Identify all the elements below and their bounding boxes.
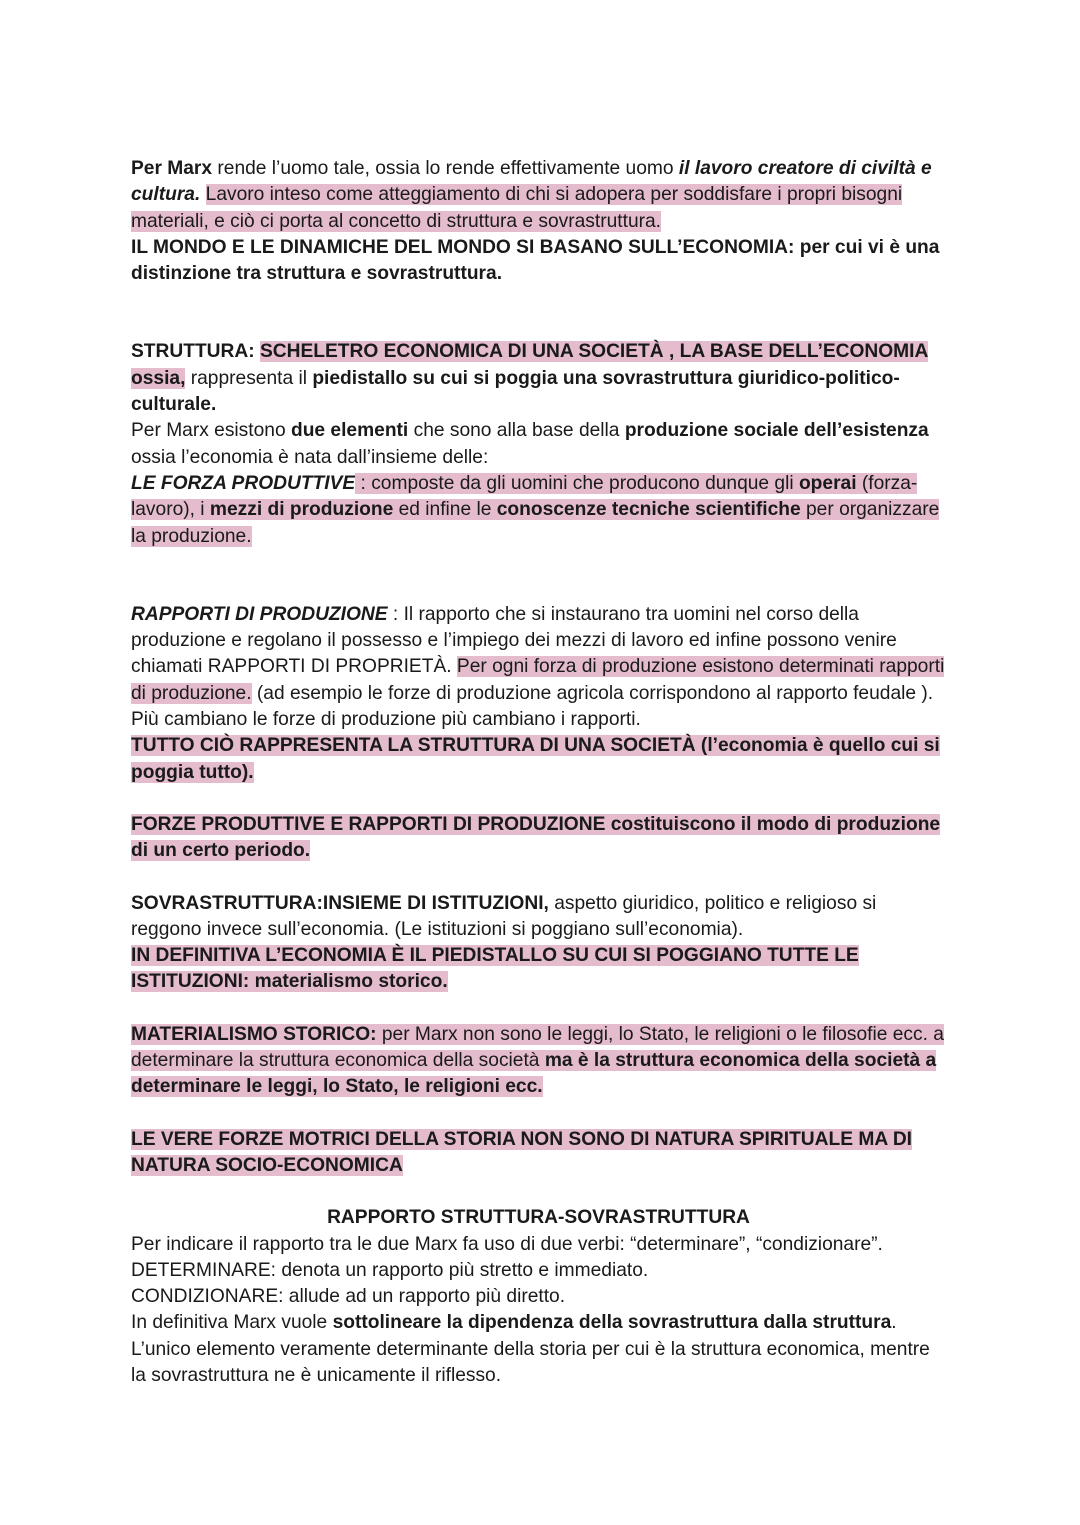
spacer (131, 550, 946, 602)
text: per Marx non sono le leggi, lo Stato, le religioni o le filosofie ecc. a determinare la struttura economica della società (131, 1023, 944, 1072)
paragraph-dipendenza (131, 1310, 946, 1336)
paragraph-rapporti-produzione (131, 602, 946, 733)
paragraph-forze-motrici (131, 1127, 946, 1180)
spacer (131, 996, 946, 1022)
text-bold: MATERIALISMO STORICO: (131, 1023, 377, 1045)
highlighted-bold-text: LE VERE FORZE MOTRICI DELLA STORIA NON SONO DI NATURA SPIRITUALE MA DI NATURA SOCIO-ECONOMICA (131, 1128, 913, 1176)
text-bold: SOVRASTRUTTURA:INSIEME DI ISTITUZIONI, (131, 892, 549, 914)
paragraph-piedistallo (131, 943, 946, 996)
text-bold: conoscenze tecniche scientifiche (496, 499, 801, 521)
text-bold: piedistallo su cui si poggia una sovrastruttura giuridico-politico-culturale. (131, 367, 900, 416)
paragraph-mondo-economia (131, 235, 946, 288)
paragraph-struttura (131, 339, 946, 418)
text-bold: operai (798, 472, 857, 494)
paragraph-riflesso: L’unico elemento veramente determinante della storia per cui è la struttura economica, mentre la sovrastruttura ne è unicamente il riflesso. (131, 1338, 930, 1386)
text: rende l’uomo tale, ossia lo rende effettivamente uomo (212, 158, 679, 179)
paragraph-determinare: DETERMINARE: denota un rapporto più stretto e immediato. (131, 1259, 649, 1281)
text: ed infine le (393, 499, 497, 521)
paragraph-forze-produttive (131, 471, 946, 550)
text-bold: due elementi (290, 420, 409, 442)
text-bold: produzione sociale dell’esistenza (624, 420, 929, 442)
text-bold: STRUTTURA: (131, 341, 260, 363)
text: : composte da gli uomini che producono dunque gli (355, 472, 799, 494)
paragraph-sovrastruttura (131, 891, 946, 944)
highlighted-text (131, 1024, 944, 1098)
text-bold: mezzi di produzione (209, 499, 394, 521)
text-bold: ma è la struttura economica della società a determinare le leggi, lo Stato, le religioni ecc. (131, 1050, 937, 1098)
text-bold: IL MONDO E LE DINAMICHE DEL MONDO SI BASANO SULL’ECONOMIA: per cui vi è una distinzione tra struttura e sovrastruttura. (131, 236, 940, 285)
highlighted-bold-text: FORZE PRODUTTIVE E RAPPORTI DI PRODUZIONE costituiscono il modo di produzione di un certo periodo. (131, 813, 941, 862)
text: che sono alla base della (408, 420, 625, 442)
highlighted-bold-text: TUTTO CIÒ RAPPRESENTA LA STRUTTURA DI UNA SOCIETÀ (l’economia è quello cui si poggia tutto). (131, 735, 940, 783)
spacer (131, 865, 946, 891)
section-title: RAPPORTO STRUTTURA-SOVRASTRUTTURA (327, 1207, 750, 1229)
text: (ad esempio le forze di produzione agricola corrispondono al rapporto feudale ). Più cambiano le forze di produzione più cambiano i rapporti. (131, 682, 934, 731)
text-bold-italic: il lavoro creatore di civiltà e cultura. (131, 158, 932, 206)
paragraph-struttura-societa (131, 733, 946, 786)
text: ossia l’economia è nata dall’insieme delle: (131, 446, 489, 468)
text-bold: sottolineare la dipendenza della sovrastruttura dalla struttura (332, 1312, 892, 1334)
text (200, 184, 205, 205)
spacer (131, 1101, 946, 1127)
spacer (131, 786, 946, 812)
paragraph-modo-produzione (131, 812, 946, 865)
highlighted-bold-text: SCHELETRO ECONOMICA DI UNA SOCIETÀ , LA BASE DELL’ECONOMIA ossia, (131, 341, 929, 389)
text: aspetto giuridico, politico e religioso si reggono invece sull’economia. (Le istituzioni si poggiano sull’economia). (131, 892, 877, 940)
paragraph-lavoro (131, 156, 946, 235)
text: per organizzare la produzione. (131, 499, 940, 547)
text: In definitiva Marx vuole (131, 1312, 333, 1334)
highlighted-text: Lavoro inteso come atteggiamento di chi si adopera per soddisfare i propri bisogni materiali, e ciò ci porta al concetto di struttura e sovrastruttura. (131, 184, 903, 232)
text: : Il rapporto che si instaurano tra uomini nel corso della produzione e regolano il possesso e l’impiego dei mezzi di lavoro ed infine possono venire chiamati RAPPORTI DI PROPRIETÀ. (131, 603, 897, 678)
text-bold: Per Marx (131, 158, 213, 179)
spacer (131, 1179, 946, 1205)
text: rappresenta il (185, 367, 313, 389)
text: Per Marx esistono (131, 420, 291, 442)
highlighted-text: Per ogni forza di produzione esistono determinati rapporti di produzione. (131, 656, 945, 704)
paragraph-verbi: Per indicare il rapporto tra le due Marx fa uso di due verbi: “determinare”, “condizionare”. (131, 1233, 883, 1255)
text: . (891, 1312, 897, 1334)
text-bold-italic: RAPPORTI DI PRODUZIONE (131, 603, 388, 625)
text-bold-italic: LE FORZA PRODUTTIVE (131, 472, 356, 494)
spacer (131, 287, 946, 339)
highlighted-bold-text: IN DEFINITIVA L’ECONOMIA È IL PIEDISTALLO SU CUI SI POGGIANO TUTTE LE ISTITUZIONI: materialismo storico. (131, 945, 859, 993)
paragraph-materialismo-storico (131, 1022, 946, 1101)
paragraph-condizionare: CONDIZIONARE: allude ad un rapporto più diretto. (131, 1286, 566, 1308)
paragraph-due-elementi (131, 418, 946, 471)
text: (forza-lavoro), i (131, 472, 918, 521)
document-page (131, 156, 946, 1389)
